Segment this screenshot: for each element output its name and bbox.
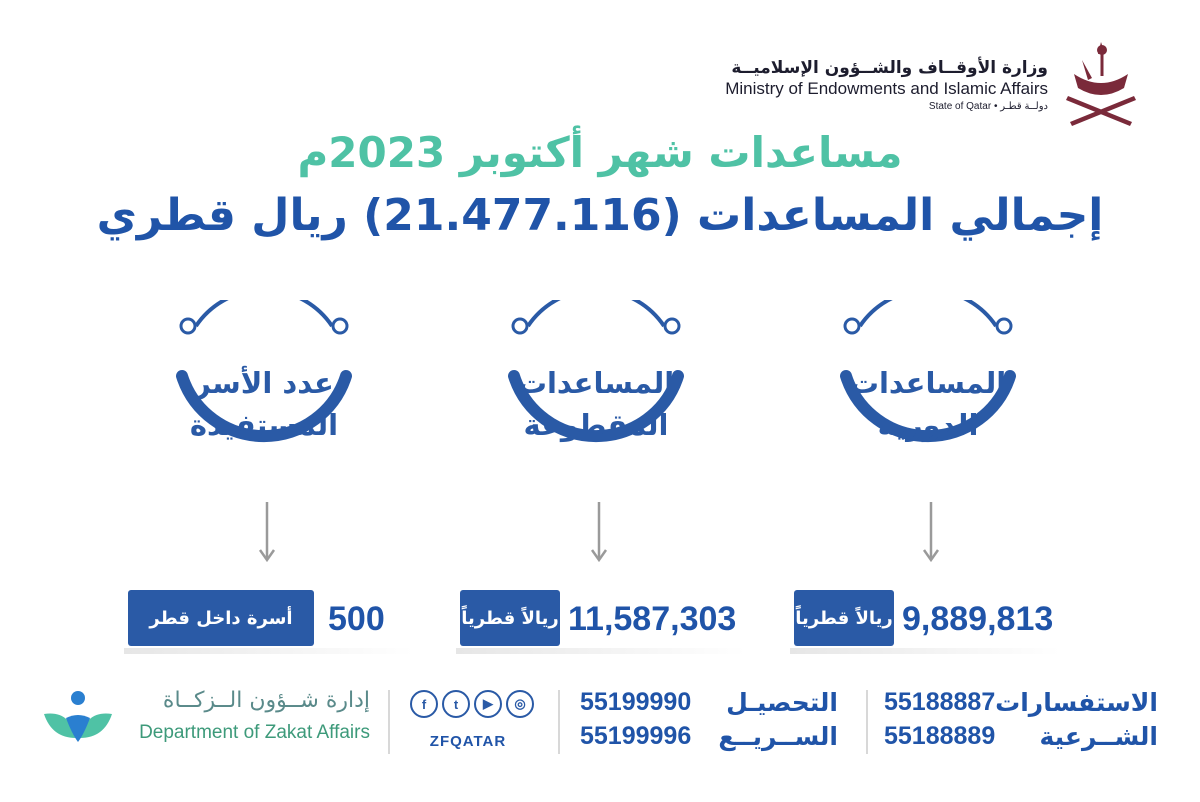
category-circle-families [174, 300, 354, 500]
zakat-name-en: Department of Zakat Affairs [139, 722, 370, 743]
category-label-line1: المساعدات [849, 366, 1007, 400]
value-row-families [124, 590, 414, 658]
divider [790, 648, 1060, 654]
value-amount: 500 [328, 600, 385, 638]
category-label-line2: المقطوعة [523, 408, 669, 442]
month-title: مساعدات شهر أكتوبر 2023م [297, 128, 903, 177]
category-circle-periodic [838, 300, 1018, 500]
footer-divider [866, 690, 868, 754]
youtube-icon[interactable]: ▶ [474, 690, 502, 718]
state-label: State of Qatar • دولــة قطـر [928, 101, 1048, 112]
fast-label: الســريــع [718, 722, 838, 751]
facebook-icon[interactable]: f [410, 690, 438, 718]
ministry-header [700, 38, 1140, 128]
value-amount: 11,587,303 [568, 600, 737, 638]
category-label-line2: المستفيدة [189, 408, 339, 442]
inquiries-number[interactable]: 55188887 [884, 688, 996, 716]
ministry-name-ar: وزارة الأوقــاف والشــؤون الإسلاميــة [731, 58, 1048, 78]
footer-divider [388, 690, 390, 754]
arrow-down-icon [921, 500, 941, 564]
fast-number[interactable]: 55199996 [580, 722, 692, 750]
value-amount: 9,889,813 [902, 600, 1054, 638]
sharia-number[interactable]: 55188889 [884, 722, 996, 750]
inquiries-label: الاستفسارات [995, 688, 1158, 717]
category-circle-lump-sum [506, 300, 686, 500]
unit-badge: أسرة داخل قطر [128, 590, 314, 646]
arrow-down-icon [589, 500, 609, 564]
zakat-department-logo [40, 684, 370, 754]
value-row-lump-sum [456, 590, 746, 658]
instagram-icon[interactable]: ◎ [506, 690, 534, 718]
total-title: إجمالي المساعدات (21.477.116) ريال قطري [96, 190, 1104, 241]
category-label-line1: عدد الأسر [194, 366, 334, 400]
unit-badge: ريالاً قطرياً [794, 590, 894, 646]
footer-divider [558, 690, 560, 754]
divider [124, 648, 414, 654]
category-label-line1: المساعدات [517, 366, 675, 400]
divider [456, 648, 746, 654]
zakat-leaf-icon [40, 688, 116, 750]
sharia-label: الشــرعية [1039, 722, 1158, 751]
zakat-name-ar: إدارة شــؤون الــزكــاة [162, 688, 370, 713]
arrow-down-icon [257, 500, 277, 564]
twitter-icon[interactable]: t [442, 690, 470, 718]
category-label-line2: الدورية [877, 408, 979, 442]
ministry-emblem-icon [1062, 38, 1140, 128]
social-handle: ZFQATAR [429, 733, 507, 750]
collection-label: التحصيـل [726, 688, 838, 717]
collection-number[interactable]: 55199990 [580, 688, 692, 716]
unit-badge: ريالاً قطرياً [460, 590, 560, 646]
value-row-periodic [790, 590, 1060, 658]
ministry-name-en: Ministry of Endowments and Islamic Affairs [725, 79, 1048, 98]
